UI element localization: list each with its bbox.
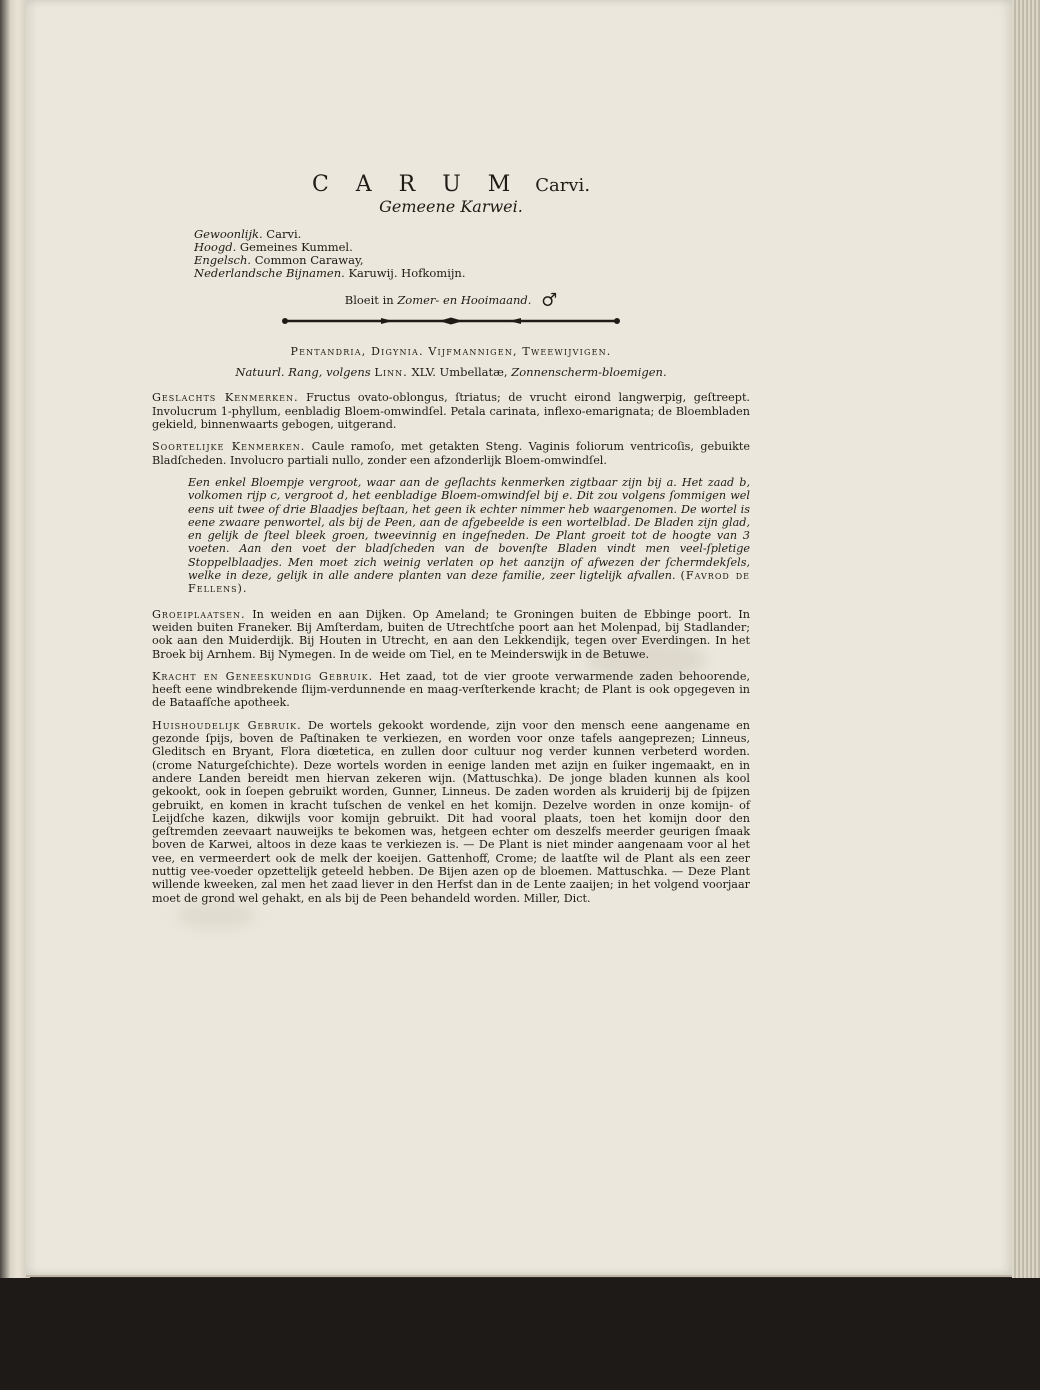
name-line: Nederlandsche Bijnamen. Karuwij. Hofkomijn. <box>194 265 466 280</box>
habitat-section: Groeiplaatsen. In weiden en aan Dijken. Op Ameland; te Groningen buiten de Ebbinge poort. In weiden buiten Franeker. Bij Amſterdam, buiten de Utrechtſche poort aan het Molenpad, bij Stadlander; ook aan den Muiderdijk. Bij Houten in Utrecht, en aan den Lekkendijk, tegen over Everdingen. In het Broek bij Arnhem. Bij Nymegen. In de weide om Tiel, en te Meinderswijk in de Betuwe. <box>152 607 750 661</box>
vernacular-names <box>194 228 750 280</box>
species-name: Carvi. <box>535 175 591 196</box>
natural-order: Natuurl. Rang, volgens Linn. XLV. Umbellatæ, Zonnenscherm-bloemigen. <box>235 365 667 380</box>
linnaean-class: Pentandria, Digynia. Vijfmannigen, Tweewijvigen. <box>290 344 612 358</box>
plate-description: Een enkel Bloempje vergroot, waar aan de geſlachts kenmerken zigtbaar zijn bij a. Het zaad b, volkomen rijp c, vergroot d, het eenbladige Bloem-omwindſel bij e. Dit zou volgens ſommigen wel eens uit twee of drie Blaadjes beſtaan, het geen ik echter nimmer heb waargenomen. De wortel is eene zwaare penwortel, als bij de Peen, aan de afgebeelde is een wortelblad. De Bladen zijn glad, en gelijk de ſteel bleek groen, tweevinnig en ingeſneden. De Plant groeit tot de hoogte van 3 voeten. Aan den voet der bladſcheden van de bovenſte Bladen vindt men veel-ſpletige Stoppelblaadjes. Men moet zich weinig verlaten op het aanzijn of afwezen der ſchermdekſels, welke in deze, gelijk in alle andere planten van deze familie, zeer ligtelijk afvallen. (Favrod de Fellens). <box>188 475 750 596</box>
section-heading: Geslachts Kenmerken. <box>152 391 299 405</box>
flowering-period: Bloeit in Zomer- en Hooimaand. ♂ <box>344 289 558 311</box>
common-name: Gemeene Karwei. <box>379 197 523 217</box>
page-title <box>152 172 750 197</box>
ornamental-rule <box>281 315 621 327</box>
genus-characters: Geslachts Kenmerken. Fructus ovato-oblongus, ſtriatus; de vrucht eirond langwerpig, geſtreept. Involucrum 1-phyllum, eenbladig Bloem-omwindſel. Petala carinata, inflexo-emarignata; de Bloembladen gekield, binnenwaarts gebogen, uitgerand. <box>152 391 750 432</box>
section-heading: Kracht en Geneeskundig Gebruik. <box>152 669 374 683</box>
page-text <box>152 170 750 914</box>
page-edges <box>1012 0 1040 1282</box>
name-line: Hoogd. Gemeines Kummel. <box>194 239 353 254</box>
medicinal-use-section: Kracht en Geneeskundig Gebruik. Het zaad, tot de vier groote verwarmende zaden behoorende, heeft eene windbrekende ſlijm-verdunnende en maag-verſterkende kracht; de Plant is ook opgegeven in de Bataafſche apotheek. <box>152 669 750 710</box>
name-line: Engelsch. Common Caraway, <box>194 252 364 267</box>
species-characters: Soortelijke Kenmerken. Caule ramoſo, met getakten Steng. Vaginis foliorum ventricoſis, gebuikte Bladſcheden. Involucro partiali nullo, zonder een afzonderlijk Bloem-omwindſel. <box>152 440 750 467</box>
background-surface <box>0 1278 1040 1390</box>
name-line: Gewoonlijk. Carvi. <box>194 226 302 241</box>
section-heading: Huishoudelijk Gebruik. <box>152 718 302 732</box>
household-use-section: Huishoudelijk Gebruik. De wortels gekookt wordende, zijn voor den mensch eene aangename en gezonde ſpijs, boven de Paſtinaken te verkiezen, en worden voor onze tafels aangeprezen; Linneus, Gleditsch en Bryant, Flora diœtetica, en zullen door cultuur nog verder kunnen verbeterd worden. (crome Naturgeſchichte). Deze wortels worden in eenige landen met azijn en ſuiker ingemaakt, en in andere Landen bereidt men hiervan zekeren wijn. (Mattuschka). De jonge bladen kunnen als kool gekookt, ook in ſoepen gebruikt worden, Gunner, Linneus. De zaden worden als kruiderij bij de ſpijzen gebruikt, en komen in kracht tuſschen de venkel en het komijn. Dezelve worden in onze komijn- of Leijdſche kazen, dikwijls voor komijn gebruikt. Dit had vooral plaats, toen het komijn door den geſtremden zeevaart nauweijks te bekomen was, hetgeen echter om deszelfs meerder geurigen ſmaak boven de Karwei, altoos in deze kaas te verkiezen is. — De Plant is niet minder aangenaam voor al het vee, en vermeerdert ook de melk der koeijen. Gattenhoff, Crome; de laatſte wil de Plant als een zeer nuttig vee-voeder opzettelijk geteeld hebben. De Bijen azen op de bloemen. Mattuschka. — Deze Plant willende kweeken, zal men het zaad liever in den Herfst dan in de Lente zaaijen; in het volgend voorjaar moet de grond wel gehakt, en als bij de Peen behandeld worden. Miller, Dict. <box>152 718 750 905</box>
biennial-symbol-icon: ♂ <box>541 289 558 311</box>
genus-name: C A R U M <box>311 172 521 197</box>
section-heading: Soortelijke Kenmerken. <box>152 440 306 454</box>
section-heading: Groeiplaatsen. <box>152 607 246 621</box>
